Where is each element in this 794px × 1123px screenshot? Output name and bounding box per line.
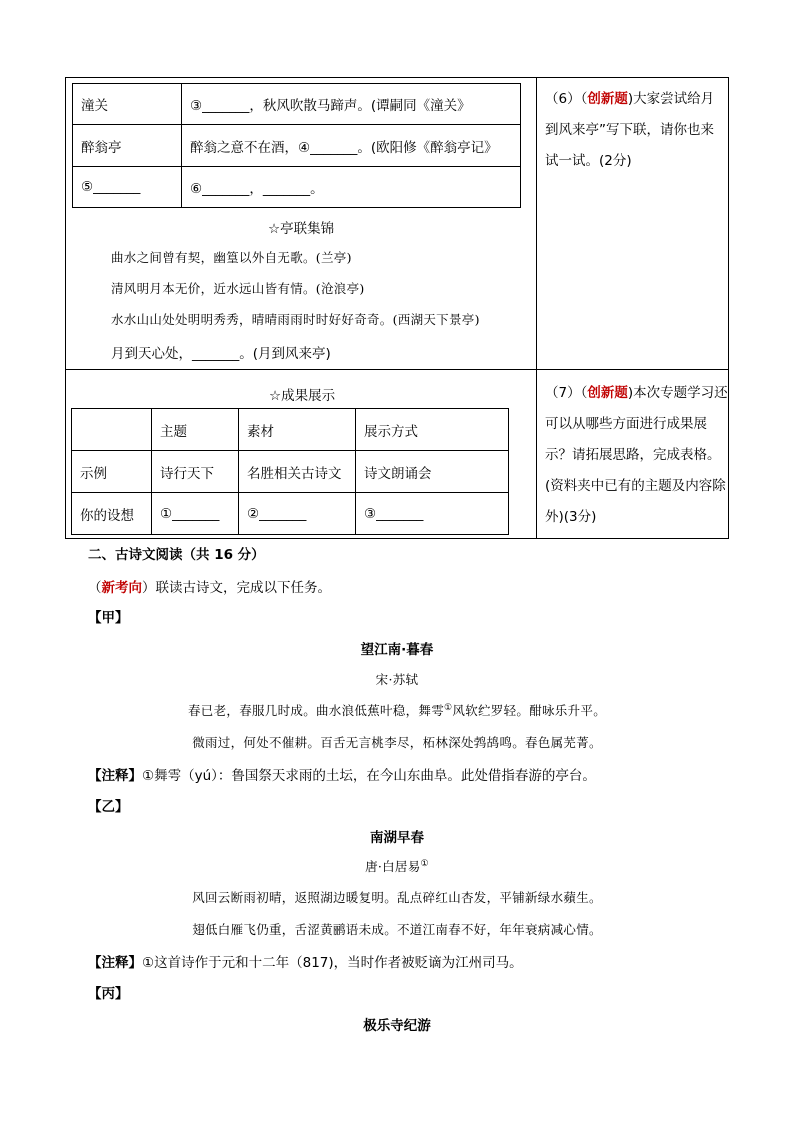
note-label: 【注释】: [88, 768, 142, 784]
table-cell: 示例: [72, 451, 152, 493]
q7-tag: 创新题: [587, 385, 628, 401]
achievement-heading: ☆成果展示: [269, 388, 336, 404]
poem2-title: 南湖早春: [370, 830, 424, 846]
poem2-line: 翅低白雁飞仍重，舌涩黄鹂语未成。不道江南春不好，年年衰病减心情。: [192, 922, 602, 937]
note-1: [88, 764, 596, 784]
table-cell: ①_______: [152, 493, 239, 535]
q6-text: )大家尝试给月到风来亭”写下联，请你也来试一试。(2分): [545, 91, 715, 169]
poem2-author: 唐·白居易①: [365, 858, 429, 874]
table-header-cell: 主题: [152, 409, 239, 451]
note-text: ①舞雩（yú）：鲁国祭天求雨的土坛，在今山东曲阜。此处借指春游的亭台。: [142, 768, 596, 784]
poem1-title: 望江南·暮春: [360, 642, 434, 658]
table-cell: 你的设想: [72, 493, 152, 535]
q7-text: )本次专题学习还可以从哪些方面进行成果展示？请拓展思路，完成表格。(资料夹中已有的主题及内容除外)(3分): [545, 385, 728, 525]
note-label: 【注释】: [88, 955, 142, 971]
table-cell: 诗文朗诵会: [356, 451, 509, 493]
intro-tag: 新考向: [101, 580, 142, 596]
part-yi-label: 【乙】: [88, 799, 129, 815]
table-header-cell: 素材: [239, 409, 356, 451]
poem1-author: 宋·苏轼: [375, 672, 419, 687]
couplet-line: 水水山山处处明明秀秀，晴晴雨雨时时好好奇奇。(西湖天下景亭): [111, 312, 480, 327]
table-cell: ③_______，秋风吹散马蹄声。(谭嗣同《潼关》: [182, 84, 521, 125]
table-header-cell: 展示方式: [356, 409, 509, 451]
couplet-line: 清风明月本无价，近水远山皆有情。(沧浪亭): [111, 281, 365, 296]
note-2: [88, 951, 523, 971]
q7-prefix: （7）（: [545, 385, 588, 401]
couplet-line: 曲水之间曾有契，幽篁以外自无歌。(兰亭): [111, 250, 352, 265]
q6-prefix: （6）（: [545, 91, 588, 107]
table-cell: ⑥_______，_______。: [182, 167, 521, 208]
table-cell: ②_______: [239, 493, 356, 535]
footnote-marker: ①: [444, 702, 453, 713]
note-text: ①这首诗作于元和十二年（817)，当时作者被贬谪为江州司马。: [142, 955, 523, 971]
table-cell: 名胜相关古诗文: [239, 451, 356, 493]
achievement-table: [71, 408, 509, 535]
question-6: [545, 84, 725, 177]
poem3-title: 极乐寺纪游: [363, 1018, 431, 1034]
poem2-line: 风回云断雨初晴，返照湖边暖复明。乱点碎红山杏发，平铺新绿水蘋生。: [192, 890, 602, 905]
table-cell: 诗行天下: [152, 451, 239, 493]
table-cell: 潼关: [73, 84, 182, 125]
section-heading: 二、古诗文阅读（共 16 分）: [88, 547, 265, 563]
q6-tag: 创新题: [587, 91, 628, 107]
ting-lian-heading: ☆亭联集锦: [268, 221, 335, 237]
poem-location-table: [72, 83, 521, 208]
table-cell: ⑤_______: [73, 167, 182, 208]
part-bing-label: 【丙】: [88, 986, 129, 1002]
footnote-marker: ①: [420, 858, 429, 869]
question-7: [545, 378, 731, 533]
intro-text: 联读古诗文，完成以下任务。: [155, 580, 331, 596]
poem1-line: 春已老，春服几时成。曲水浪低蕉叶稳，舞雩①风软纻罗轻。酣咏乐升平。: [188, 702, 606, 718]
table-cell: [72, 409, 152, 451]
part-jia-label: 【甲】: [88, 610, 129, 626]
poem1-line: 微雨过，何处不催耕。百舌无言桃李尽，柘林深处鹁鸪鸣。春色属芜菁。: [192, 735, 602, 750]
couplet-blank-line: 月到天心处，_______。(月到风来亭): [111, 346, 331, 362]
table-cell: 醉翁亭: [73, 125, 182, 167]
section-intro: （新考向）联读古诗文，完成以下任务。: [88, 580, 331, 596]
table-cell: 醉翁之意不在酒，④_______。(欧阳修《醉翁亭记》: [182, 125, 521, 167]
table-cell: ③_______: [356, 493, 509, 535]
